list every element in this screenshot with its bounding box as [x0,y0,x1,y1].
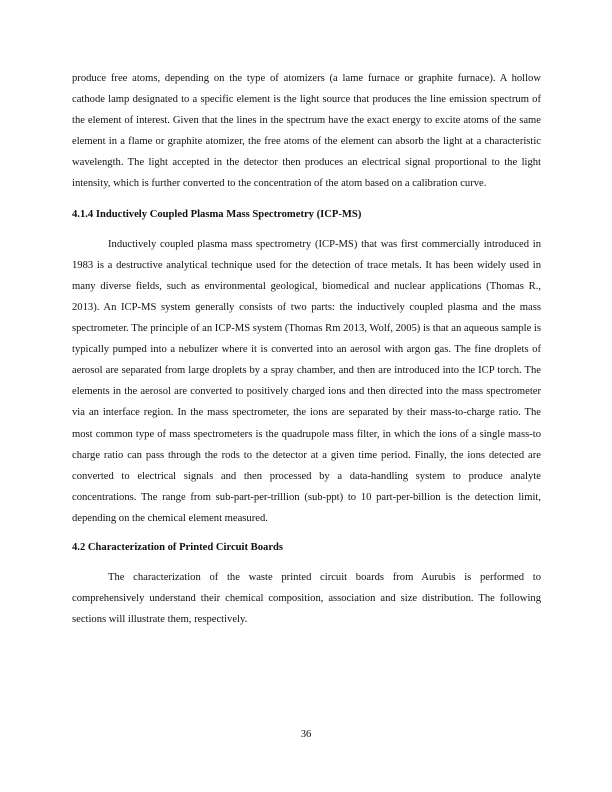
spacer [72,225,541,234]
body-paragraph: Inductively coupled plasma mass spectrometry (ICP-MS) that was first commercially introduced in 1983 is a destructive analytical technique used for the detection of trace metals. It has been widely used in many diverse fields, such as environmental geological, biomedical and nuclear applications (Thomas R., 2013). An ICP-MS system generally consists of two parts: the inductively coupled plasma and the mass spectrometer. The principle of an ICP-MS system (Thomas Rm 2013, Wolf, 2005) is that an aqueous sample is typically pumped into a nebulizer where it is converted into an aerosol with argon gas. The fine droplets of aerosol are separated from large droplets by a spray chamber, and then are introduced into the ICP torch. The elements in the aerosol are converted to positively charged ions and then directed into the mass spectrometer via an interface region. In the mass spectrometer, the ions are separated by their mass-to-charge ratio. The most common type of mass spectrometers is the quadrupole mass filter, in which the ions of a single mass-to charge ratio can pass through the rods to the detector at a given time period. Finally, the ions detected are converted to electrical signals and then processed by a data-handling system to produce analyte concentrations. The range from sub-part-per-trillion (sub-ppt) to 10 part-per-billion is the detection limit, depending on the chemical element measured. [72,238,541,524]
spacer [72,195,541,204]
spacer [72,558,541,567]
section-heading: 4.1.4 Inductively Coupled Plasma Mass Spectrometry (ICP-MS) [72,208,362,220]
page-body [72,68,541,630]
page-number: 36 [300,729,312,740]
body-paragraph: produce free atoms, depending on the type of atomizers (a lame furnace or graphite furnace). A hollow cathode lamp designated to a specific element is the light source that produces the line emission spectrum of the element of interest. Given that the lines in the spectrum have the exact energy to excite atoms of the same element in a flame or graphite atomizer, the free atoms of the element can absorb the light at a characteristic wavelength. The light accepted in the detector then produces an electrical signal proportional to the light intensity, which is further converted to the concentration of the atom based on a calibration curve. [72,73,541,190]
body-paragraph: The characterization of the waste printed circuit boards from Aurubis is performed to comprehensively understand their chemical composition, association and size distribution. The following sections will illustrate them, respectively. [72,572,541,626]
spacer [72,529,541,537]
section-heading: 4.2 Characterization of Printed Circuit Boards [72,541,284,553]
